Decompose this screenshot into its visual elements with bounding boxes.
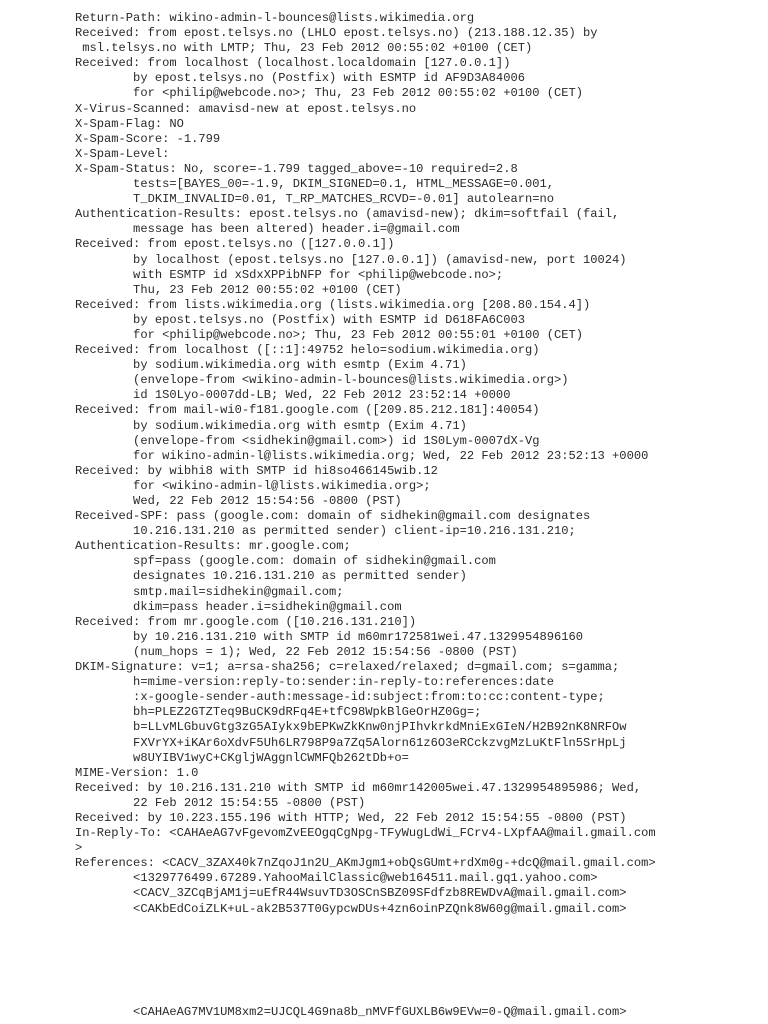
email-header-line: Thu, 23 Feb 2012 00:55:02 +0100 (CET) [75, 282, 402, 297]
email-header-line: Received: by 10.216.131.210 with SMTP id m60mr142005wei.47.1329954895986; Wed, [75, 780, 642, 795]
email-header-line: Received: from localhost ([::1]:49752 helo=sodium.wikimedia.org) [75, 343, 540, 358]
email-header-trailing-reference: <CAHAeAG7MV1UM8xm2=UJCQL4G9na8b_nMVFfGUXLB6w9EVw=0-Q@mail.gmail.com> [75, 1005, 627, 1019]
email-header-line: X-Spam-Level: [75, 146, 170, 161]
email-header-line: dkim=pass header.i=sidhekin@gmail.com [75, 599, 402, 614]
email-header-line: 22 Feb 2012 15:54:55 -0800 (PST) [75, 795, 366, 810]
email-header-line: for <wikino-admin-l@lists.wikimedia.org>; [75, 478, 431, 493]
email-header-line: Received: from epost.telsys.no (LHLO epost.telsys.no) (213.188.12.35) by [75, 26, 598, 41]
email-header-line: Wed, 22 Feb 2012 15:54:56 -0800 (PST) [75, 494, 402, 508]
email-header-line: tests=[BAYES_00=-1.9, DKIM_SIGNED=0.1, HTML_MESSAGE=0.001, [75, 177, 554, 192]
email-header-line: smtp.mail=sidhekin@gmail.com; [75, 584, 344, 599]
email-header-line: X-Spam-Status: No, score=-1.799 tagged_above=-10 required=2.8 [75, 161, 518, 176]
email-header-block [75, 11, 765, 917]
email-header-line: X-Spam-Score: -1.799 [75, 131, 221, 146]
email-header-line: <CACV_3ZCqBjAM1j=uEfR44WsuvTD3OSCnSBZ09SFdfzb8REWDvA@mail.gmail.com> [75, 886, 627, 901]
email-header-line: id 1S0Lyo-0007dd-LB; Wed, 22 Feb 2012 23:52:14 +0000 [75, 388, 511, 403]
email-header-line: Received: from epost.telsys.no ([127.0.0.1]) [75, 237, 395, 252]
email-header-line: (envelope-from <wikino-admin-l-bounces@lists.wikimedia.org>) [75, 373, 569, 388]
email-header-line: Received: from localhost (localhost.localdomain [127.0.0.1]) [75, 56, 511, 71]
email-header-line: by epost.telsys.no (Postfix) with ESMTP id D618FA6C003 [75, 312, 525, 327]
email-header-line: (num_hops = 1); Wed, 22 Feb 2012 15:54:56 -0800 (PST) [75, 644, 518, 659]
email-header-line: by sodium.wikimedia.org with esmtp (Exim 4.71) [75, 418, 467, 433]
email-header-line: for wikino-admin-l@lists.wikimedia.org; Wed, 22 Feb 2012 23:52:13 +0000 [75, 448, 649, 463]
email-header-line: for <philip@webcode.no>; Thu, 23 Feb 2012 00:55:01 +0100 (CET) [75, 327, 584, 342]
email-header-line: spf=pass (google.com: domain of sidhekin@gmail.com [75, 554, 496, 569]
email-header-line: References: <CACV_3ZAX40k7nZqoJ1n2U_AKmJgm1+obQsGUmt+rdXm0g-+dcQ@mail.gmail.com> [75, 856, 656, 871]
email-header-line: designates 10.216.131.210 as permitted sender) [75, 569, 467, 584]
email-header-line: bh=PLEZ2GTZTeq9BuCK9dRFq4E+tfC98WpkBlGeOrHZ0Gg=; [75, 705, 482, 720]
email-header-line: <CAKbEdCoiZLK+uL-ak2B537T0GypcwDUs+4zn6oinPZQnk8W60g@mail.gmail.com> [75, 901, 627, 916]
email-header-line: b=LLvMLGbuvGtg3zG5AIykx9bEPKwZkKnw0njPIhvkrkdMniExGIeN/H2B92nK8NRFOw [75, 720, 627, 735]
email-header-line: (envelope-from <sidhekin@gmail.com>) id 1S0Lym-0007dX-Vg [75, 433, 540, 448]
email-header-line: 10.216.131.210 as permitted sender) client-ip=10.216.131.210; [75, 524, 576, 539]
email-header-line: msl.telsys.no with LMTP; Thu, 23 Feb 2012 00:55:02 +0100 (CET) [75, 41, 533, 56]
email-header-line: MIME-Version: 1.0 [75, 765, 199, 780]
email-header-line: by localhost (epost.telsys.no [127.0.0.1]) (amavisd-new, port 10024) [75, 252, 627, 267]
email-header-line: In-Reply-To: <CAHAeAG7vFgevomZvEEOgqCgNpg-TFyWugLdWi_FCrv4-LXpfAA@mail.gmail.com [75, 826, 656, 841]
email-header-line: X-Virus-Scanned: amavisd-new at epost.telsys.no [75, 101, 417, 116]
email-header-line: X-Spam-Flag: NO [75, 116, 184, 131]
email-header-line: Authentication-Results: epost.telsys.no (amavisd-new); dkim=softfail (fail, [75, 207, 620, 222]
email-header-line: for <philip@webcode.no>; Thu, 23 Feb 2012 00:55:02 +0100 (CET) [75, 86, 584, 101]
email-header-line: DKIM-Signature: v=1; a=rsa-sha256; c=relaxed/relaxed; d=gmail.com; s=gamma; [75, 660, 620, 675]
email-header-line: Received: by wibhi8 with SMTP id hi8so466145wib.12 [75, 463, 438, 478]
email-header-line: :x-google-sender-auth:message-id:subject:from:to:cc:content-type; [75, 690, 605, 705]
email-header-line: Received-SPF: pass (google.com: domain of sidhekin@gmail.com designates [75, 509, 591, 524]
email-header-line: with ESMTP id xSdxXPPibNFP for <philip@webcode.no>; [75, 267, 504, 282]
email-header-line: Received: from mail-wi0-f181.google.com ([209.85.212.181]:40054) [75, 403, 540, 418]
email-header-line: h=mime-version:reply-to:sender:in-reply-to:references:date [75, 675, 554, 690]
email-header-line: > [75, 841, 83, 856]
email-header-line: by sodium.wikimedia.org with esmtp (Exim 4.71) [75, 358, 467, 373]
email-header-line: Return-Path: wikino-admin-l-bounces@lists.wikimedia.org [75, 11, 475, 25]
email-header-line: Received: from mr.google.com ([10.216.131.210]) [75, 614, 417, 629]
email-header-line: by epost.telsys.no (Postfix) with ESMTP id AF9D3A84006 [75, 71, 525, 86]
email-header-line: T_DKIM_INVALID=0.01, T_RP_MATCHES_RCVD=-0.01] autolearn=no [75, 192, 554, 207]
email-header-line: Received: from lists.wikimedia.org (lists.wikimedia.org [208.80.154.4]) [75, 297, 591, 312]
email-header-line: message has been altered) header.i=@gmail.com [75, 222, 460, 237]
email-header-line: FXVrYX+iKAr6oXdvF5Uh6LR798P9a7Zq5Alorn61z6O3eRCckzvgMzLuKtFln5SrHpLj [75, 735, 627, 750]
email-header-line: <1329776499.67289.YahooMailClassic@web164511.mail.gq1.yahoo.com> [75, 871, 598, 886]
email-header-line: w8UYIBV1wyC+CKgljWAggnlCWMFQb262tDb+o= [75, 750, 409, 765]
email-header-line: Authentication-Results: mr.google.com; [75, 539, 351, 554]
email-header-line: Received: by 10.223.155.196 with HTTP; Wed, 22 Feb 2012 15:54:55 -0800 (PST) [75, 810, 627, 825]
email-header-line: by 10.216.131.210 with SMTP id m60mr172581wei.47.1329954896160 [75, 629, 584, 644]
